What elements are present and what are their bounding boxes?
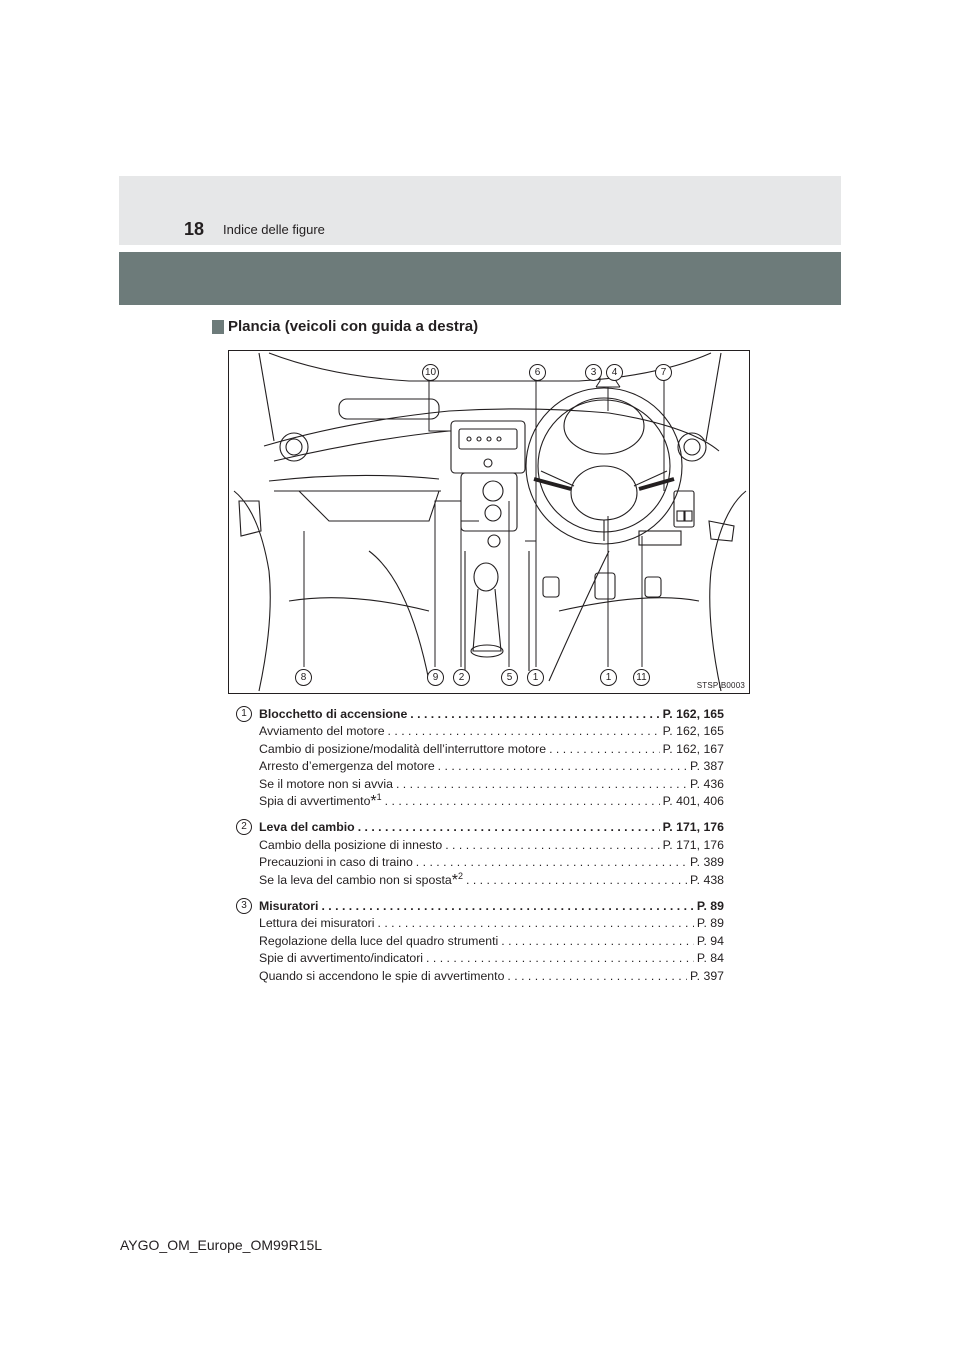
callout: 1 bbox=[600, 669, 617, 686]
entry-label-text: Quando si accendono le spie di avvertimento bbox=[259, 968, 505, 983]
dot-leader bbox=[378, 915, 694, 932]
dot-leader bbox=[507, 968, 687, 985]
page-reference[interactable]: P. 171, 176 bbox=[662, 837, 724, 852]
dot-leader bbox=[466, 872, 687, 889]
entry-sub-line[interactable] bbox=[259, 950, 724, 967]
entry-label-text: Cambio di posizione/modalità dell’interruttore motore bbox=[259, 741, 547, 756]
entry-label-text: Regolazione della luce del quadro strumenti bbox=[259, 933, 499, 948]
figure-code: STSPIB0003 bbox=[696, 681, 745, 690]
dot-leader bbox=[501, 933, 694, 950]
entry-sub-line[interactable] bbox=[259, 872, 724, 889]
entry-label-text: Cambio della posizione di innesto bbox=[259, 837, 443, 852]
entry-heading-line[interactable] bbox=[259, 819, 724, 836]
entry-heading-line[interactable] bbox=[259, 898, 724, 915]
entry-sub-line[interactable] bbox=[259, 741, 724, 758]
dot-leader bbox=[358, 819, 660, 836]
dot-leader bbox=[426, 950, 694, 967]
callout: 9 bbox=[427, 669, 444, 686]
dashboard-illustration bbox=[228, 350, 750, 694]
entry-heading-line[interactable] bbox=[259, 706, 724, 723]
entry-label-text: Se il motore non si avvia bbox=[259, 776, 393, 791]
footnote-asterisk: * bbox=[451, 871, 458, 889]
section-title: Plancia (veicoli con guida a destra) bbox=[228, 318, 479, 335]
entry-label-text: Misuratori bbox=[259, 899, 319, 914]
dot-leader bbox=[549, 741, 660, 758]
entry-label-text: Blocchetto di accensione bbox=[259, 707, 408, 721]
index-entries bbox=[236, 706, 724, 994]
entry-label bbox=[259, 933, 498, 950]
dot-leader bbox=[388, 723, 660, 740]
index-entry bbox=[236, 706, 724, 810]
entry-label bbox=[259, 837, 442, 854]
header-title: Indice delle figure bbox=[223, 222, 325, 237]
entry-label bbox=[259, 819, 355, 836]
callout: 2 bbox=[453, 669, 470, 686]
entry-label-text: Se la leva del cambio non si sposta bbox=[259, 872, 452, 887]
dot-leader bbox=[385, 793, 660, 810]
entry-label bbox=[259, 741, 546, 758]
dot-leader bbox=[416, 854, 687, 871]
page-reference[interactable]: P. 171, 176 bbox=[662, 820, 724, 835]
section-marker bbox=[212, 320, 224, 334]
entry-label bbox=[259, 758, 435, 775]
entry-sub-line[interactable] bbox=[259, 837, 724, 854]
page-reference[interactable]: P. 89 bbox=[696, 899, 724, 914]
entry-label-text: Arresto d’emergenza del motore bbox=[259, 759, 435, 774]
page-reference[interactable]: P. 94 bbox=[696, 933, 724, 948]
footnote-number: 2 bbox=[458, 870, 464, 881]
entry-label bbox=[259, 706, 407, 723]
entry-number-badge: 1 bbox=[236, 706, 252, 722]
dot-leader bbox=[410, 706, 659, 723]
callout: 11 bbox=[633, 669, 650, 686]
entry-label bbox=[259, 872, 463, 889]
dot-leader bbox=[321, 898, 693, 915]
footnote-asterisk: * bbox=[370, 793, 377, 811]
entry-sub-line[interactable] bbox=[259, 758, 724, 775]
callout: 1 bbox=[527, 669, 544, 686]
callout: 4 bbox=[606, 364, 623, 381]
dashboard-drawing bbox=[229, 351, 750, 694]
entry-number-badge: 3 bbox=[236, 898, 252, 914]
section-heading bbox=[212, 318, 478, 335]
entry-label bbox=[259, 793, 382, 810]
dot-leader bbox=[438, 758, 687, 775]
entry-label-text: Leva del cambio bbox=[259, 820, 355, 835]
callout: 6 bbox=[529, 364, 546, 381]
page-reference[interactable]: P. 401, 406 bbox=[662, 794, 724, 809]
entry-sub-line[interactable] bbox=[259, 968, 724, 985]
entry-label-text: Lettura dei misuratori bbox=[259, 916, 375, 931]
entry-sub-line[interactable] bbox=[259, 933, 724, 950]
entry-label bbox=[259, 776, 393, 793]
page-reference[interactable]: P. 162, 167 bbox=[662, 741, 724, 756]
entry-sub-line[interactable] bbox=[259, 776, 724, 793]
entry-label bbox=[259, 950, 423, 967]
page-reference[interactable]: P. 436 bbox=[690, 776, 724, 791]
page-reference[interactable]: P. 162, 165 bbox=[662, 707, 724, 721]
entry-label bbox=[259, 915, 375, 932]
page-reference[interactable]: P. 162, 165 bbox=[662, 724, 724, 739]
header-bar bbox=[119, 252, 841, 305]
entry-label-text: Avviamento del motore bbox=[259, 724, 385, 739]
entry-label-text: Spia di avvertimento bbox=[259, 794, 371, 809]
entry-label bbox=[259, 968, 504, 985]
entry-label bbox=[259, 854, 413, 871]
footer-doc-id: AYGO_OM_Europe_OM99R15L bbox=[120, 1237, 323, 1253]
callout: 10 bbox=[422, 364, 439, 381]
index-entry bbox=[236, 898, 724, 985]
entry-label bbox=[259, 898, 318, 915]
page-reference[interactable]: P. 387 bbox=[690, 759, 724, 774]
callout: 8 bbox=[295, 669, 312, 686]
entry-sub-line[interactable] bbox=[259, 854, 724, 871]
dot-leader bbox=[445, 837, 659, 854]
dot-leader bbox=[396, 776, 687, 793]
callout: 3 bbox=[585, 364, 602, 381]
page-reference[interactable]: P. 397 bbox=[690, 968, 724, 983]
entry-label-text: Spie di avvertimento/indicatori bbox=[259, 951, 424, 966]
page-reference[interactable]: P. 84 bbox=[696, 951, 724, 966]
index-entry bbox=[236, 819, 724, 889]
page-reference[interactable]: P. 438 bbox=[690, 872, 724, 887]
entry-sub-line[interactable] bbox=[259, 723, 724, 740]
entry-sub-line[interactable] bbox=[259, 915, 724, 932]
callout: 5 bbox=[501, 669, 518, 686]
entry-number-badge: 2 bbox=[236, 819, 252, 835]
page-reference[interactable]: P. 89 bbox=[696, 916, 724, 931]
entry-label-text: Precauzioni in caso di traino bbox=[259, 855, 413, 870]
footnote-number: 1 bbox=[376, 791, 382, 802]
callout: 7 bbox=[655, 364, 672, 381]
entry-label bbox=[259, 723, 385, 740]
page-number: 18 bbox=[184, 219, 205, 239]
entry-sub-line[interactable] bbox=[259, 793, 724, 810]
page-reference[interactable]: P. 389 bbox=[690, 855, 724, 870]
